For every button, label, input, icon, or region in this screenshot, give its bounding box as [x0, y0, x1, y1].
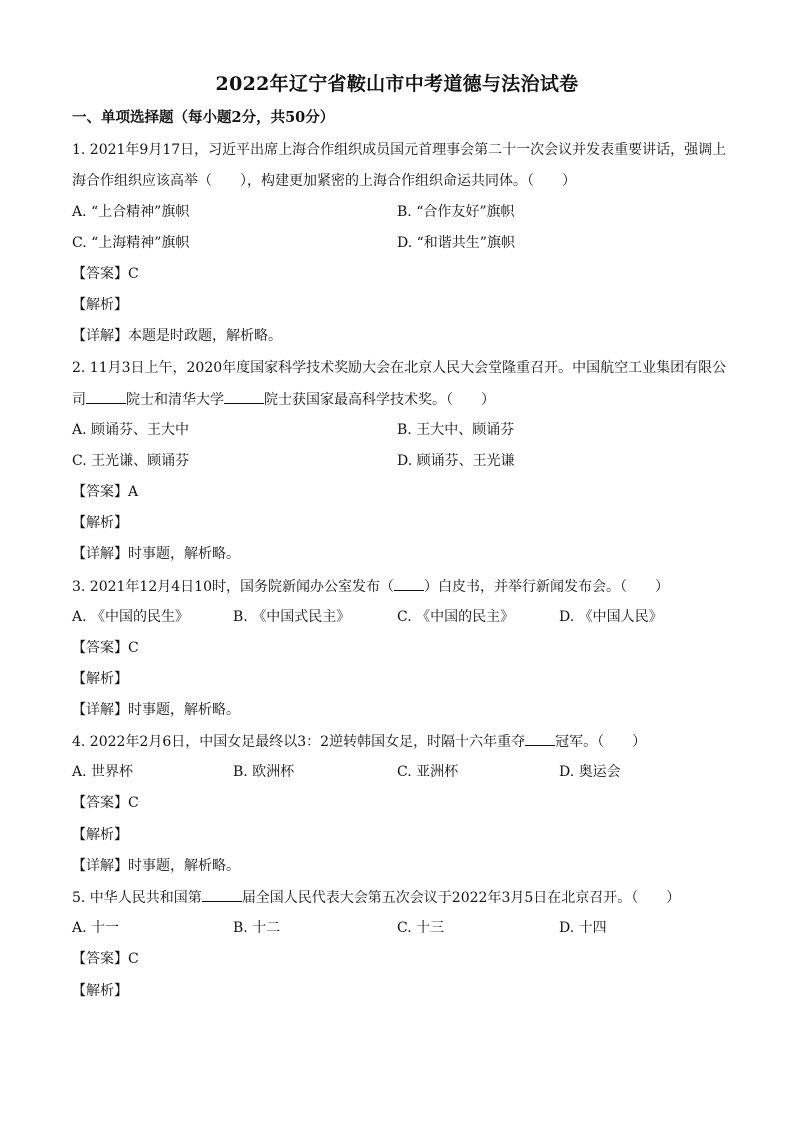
q4-stem: 4. 2022年2月6日，中国女足最终以3：2逆转韩国女足，时隔十六年重夺 冠军。（ ）	[72, 731, 646, 752]
q2-stem-line2: 司 院士和清华大学 院士获国家最高科学技术奖。（ ）	[72, 389, 495, 410]
q1-option-a: A. “上合精神”旗帜	[72, 204, 190, 220]
q5-stem: 5. 中华人民共和国第 届全国人民代表大会第五次会议于2022年3月5日在北京召开。（ ）	[72, 887, 680, 908]
q4-detail: 【详解】时事题，解析略。	[72, 858, 240, 874]
q4-option-d: D. 奥运会	[559, 764, 621, 780]
q3-analysis-label: 【解析】	[72, 671, 128, 687]
q1-option-d: D. “和谐共生”旗帜	[397, 235, 515, 251]
q3-option-d: D. 《中国人民》	[559, 609, 663, 625]
q1-stem-line2: 海合作组织应该高举（ ），构建更加紧密的上海合作组织命运共同体。（ ）	[72, 173, 576, 189]
q3-detail: 【详解】时事题，解析略。	[72, 702, 240, 718]
q3-answer: 【答案】C	[72, 640, 139, 656]
q2-detail: 【详解】时事题，解析略。	[72, 546, 240, 562]
q2-option-b: B. 王大中、顾诵芬	[397, 422, 515, 438]
q5-option-a: A. 十一	[72, 920, 120, 936]
page-title: 2022年辽宁省鞍山市中考道德与法治试卷	[215, 73, 579, 95]
q4-option-c: C. 亚洲杯	[397, 764, 459, 780]
q3-stem: 3. 2021年12月4日10时，国务院新闻办公室发布（ ）白皮书，并举行新闻发布会。（ ）	[72, 576, 669, 597]
fill-blank	[394, 576, 424, 591]
q4-option-a: A. 世界杯	[72, 764, 134, 780]
q4-answer: 【答案】C	[72, 795, 139, 811]
q1-stem-line1: 1. 2021年9月17日，习近平出席上海合作组织成员国元首理事会第二十一次会议并发表重要讲话，强调上	[72, 142, 727, 158]
q3-option-c: C. 《中国的民主》	[397, 609, 515, 625]
q2-answer: 【答案】A	[72, 484, 139, 500]
q5-option-b: B. 十二	[233, 920, 281, 936]
q1-option-b: B. “合作友好”旗帜	[397, 204, 515, 220]
fill-blank	[202, 887, 242, 902]
q2-analysis-label: 【解析】	[72, 515, 128, 531]
q5-analysis-label: 【解析】	[72, 983, 128, 999]
q3-option-b: B. 《中国式民主》	[233, 609, 351, 625]
fill-blank	[86, 389, 126, 404]
section-heading: 一、单项选择题（每小题2分，共50分）	[72, 109, 335, 126]
q1-detail: 【详解】本题是时政题，解析略。	[72, 328, 282, 344]
q4-option-b: B. 欧洲杯	[233, 764, 295, 780]
q3-option-a: A. 《中国的民生》	[72, 609, 190, 625]
q1-analysis-label: 【解析】	[72, 297, 128, 313]
q1-option-c: C. “上海精神”旗帜	[72, 235, 190, 251]
q2-option-d: D. 顾诵芬、王光谦	[397, 453, 515, 469]
q1-answer: 【答案】C	[72, 266, 139, 282]
q2-option-a: A. 顾诵芬、王大中	[72, 422, 190, 438]
q2-option-c: C. 王光谦、顾诵芬	[72, 453, 190, 469]
q2-stem-line1: 2. 11月3日上午，2020年度国家科学技术奖励大会在北京人民大会堂隆重召开。中国航空工业集团有限公	[72, 360, 727, 376]
q5-option-d: D. 十四	[559, 920, 607, 936]
fill-blank	[525, 731, 555, 746]
q5-answer: 【答案】C	[72, 951, 139, 967]
fill-blank	[224, 389, 264, 404]
q5-option-c: C. 十三	[397, 920, 445, 936]
q4-analysis-label: 【解析】	[72, 827, 128, 843]
